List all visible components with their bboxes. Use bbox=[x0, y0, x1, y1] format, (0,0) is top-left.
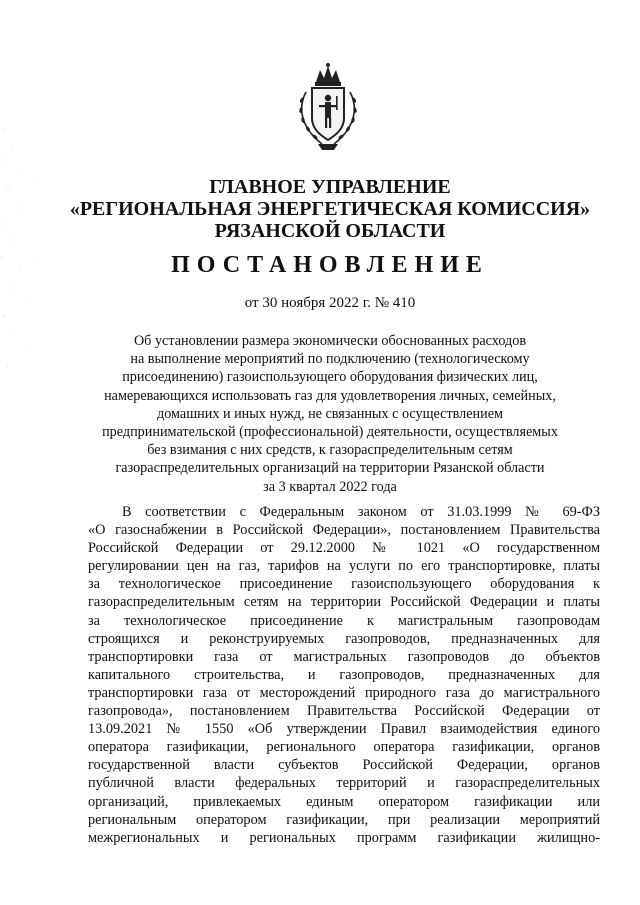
subject-line: без взимания с них средств, к газораспределительным сетям bbox=[147, 442, 513, 459]
coat-of-arms-emblem bbox=[292, 62, 364, 152]
subject-line: на выполнение мероприятий по подключению (технологическому bbox=[130, 351, 530, 368]
subject-line: Об установлении размера экономически обоснованных расходов bbox=[133, 333, 527, 349]
body-line: В соответствии с Федеральным законом от 31.03.1999 № 69-ФЗ bbox=[122, 504, 600, 520]
body-line: «О газоснабжении в Российской Федерации», постановлением Правительства bbox=[88, 522, 600, 539]
scan-noise bbox=[0, 120, 60, 380]
body-line: публичной власти федеральных территорий и газораспределительных bbox=[88, 775, 600, 792]
body-line: 13.09.2021 № 1550 «Об утверждении Правил взаимодействия единого bbox=[88, 721, 600, 738]
subject-line: домашних и иных нужд, не связанных с осуществлением bbox=[156, 405, 504, 422]
header-line-3: РЯЗАНСКОЙ ОБЛАСТИ bbox=[214, 220, 446, 242]
body-line: за технологическое присоединение газоиспользующего оборудования к bbox=[88, 576, 600, 593]
body-line: транспортировки газа от месторождений природного газа до магистрального bbox=[88, 684, 600, 701]
header-line-1: ГЛАВНОЕ УПРАВЛЕНИЕ bbox=[209, 176, 451, 198]
body-line: межрегиональных и региональных программ газификации жилищно- bbox=[88, 829, 600, 846]
body-line: за технологическое присоединение к магистральным газопроводам bbox=[88, 612, 600, 629]
body-line: регулировании цен на газ, тарифов на услуги по его транспортировке, платы bbox=[88, 558, 600, 575]
body-line: Российской Федерации от 29.12.2000 № 1021 «О государственном bbox=[88, 540, 600, 557]
body-line: газопровода», постановлением Правительства Российской Федерации от bbox=[88, 703, 600, 720]
subject-line: присоединению) газоиспользующего оборудования физических лиц, bbox=[122, 369, 538, 386]
document-subject bbox=[70, 332, 590, 496]
document-type-title: ПОСТАНОВЛЕНИЕ bbox=[171, 252, 489, 278]
body-line: оператора газификации, регионального оператора газификации, органов bbox=[88, 739, 600, 756]
body-line: транспортировки газа от магистральных газопроводов до объектов bbox=[88, 648, 600, 665]
subject-line: газораспределительных организаций на территории Рязанской области bbox=[115, 460, 545, 477]
issuing-authority-header bbox=[60, 176, 600, 242]
body-line: региональным оператором газификации, при реализации мероприятий bbox=[88, 811, 600, 828]
subject-line: намеревающихся использовать газ для удовлетворения личных, семейных, bbox=[104, 387, 556, 404]
body-line: газораспределительным сетям на территории Российской Федерации и платы bbox=[88, 594, 600, 611]
document-date-number: от 30 ноября 2022 г. № 410 bbox=[244, 295, 416, 311]
subject-line: за 3 квартал 2022 года bbox=[263, 478, 397, 495]
body-line: государственной власти субъектов Российской Федерации, органов bbox=[88, 757, 600, 774]
subject-line: предпринимательской (профессиональной) деятельности, осуществляемых bbox=[102, 424, 558, 441]
body-line: капитального строительства, и газопроводов, предназначенных для bbox=[88, 666, 600, 683]
header-line-2: «РЕГИОНАЛЬНАЯ ЭНЕРГЕТИЧЕСКАЯ КОМИССИЯ» bbox=[69, 198, 591, 220]
body-line: организаций, привлекаемых единым оператором газификации или bbox=[88, 793, 600, 810]
document-body bbox=[88, 503, 600, 847]
body-line: строящихся и реконструируемых газопроводов, предназначенных для bbox=[88, 630, 600, 647]
